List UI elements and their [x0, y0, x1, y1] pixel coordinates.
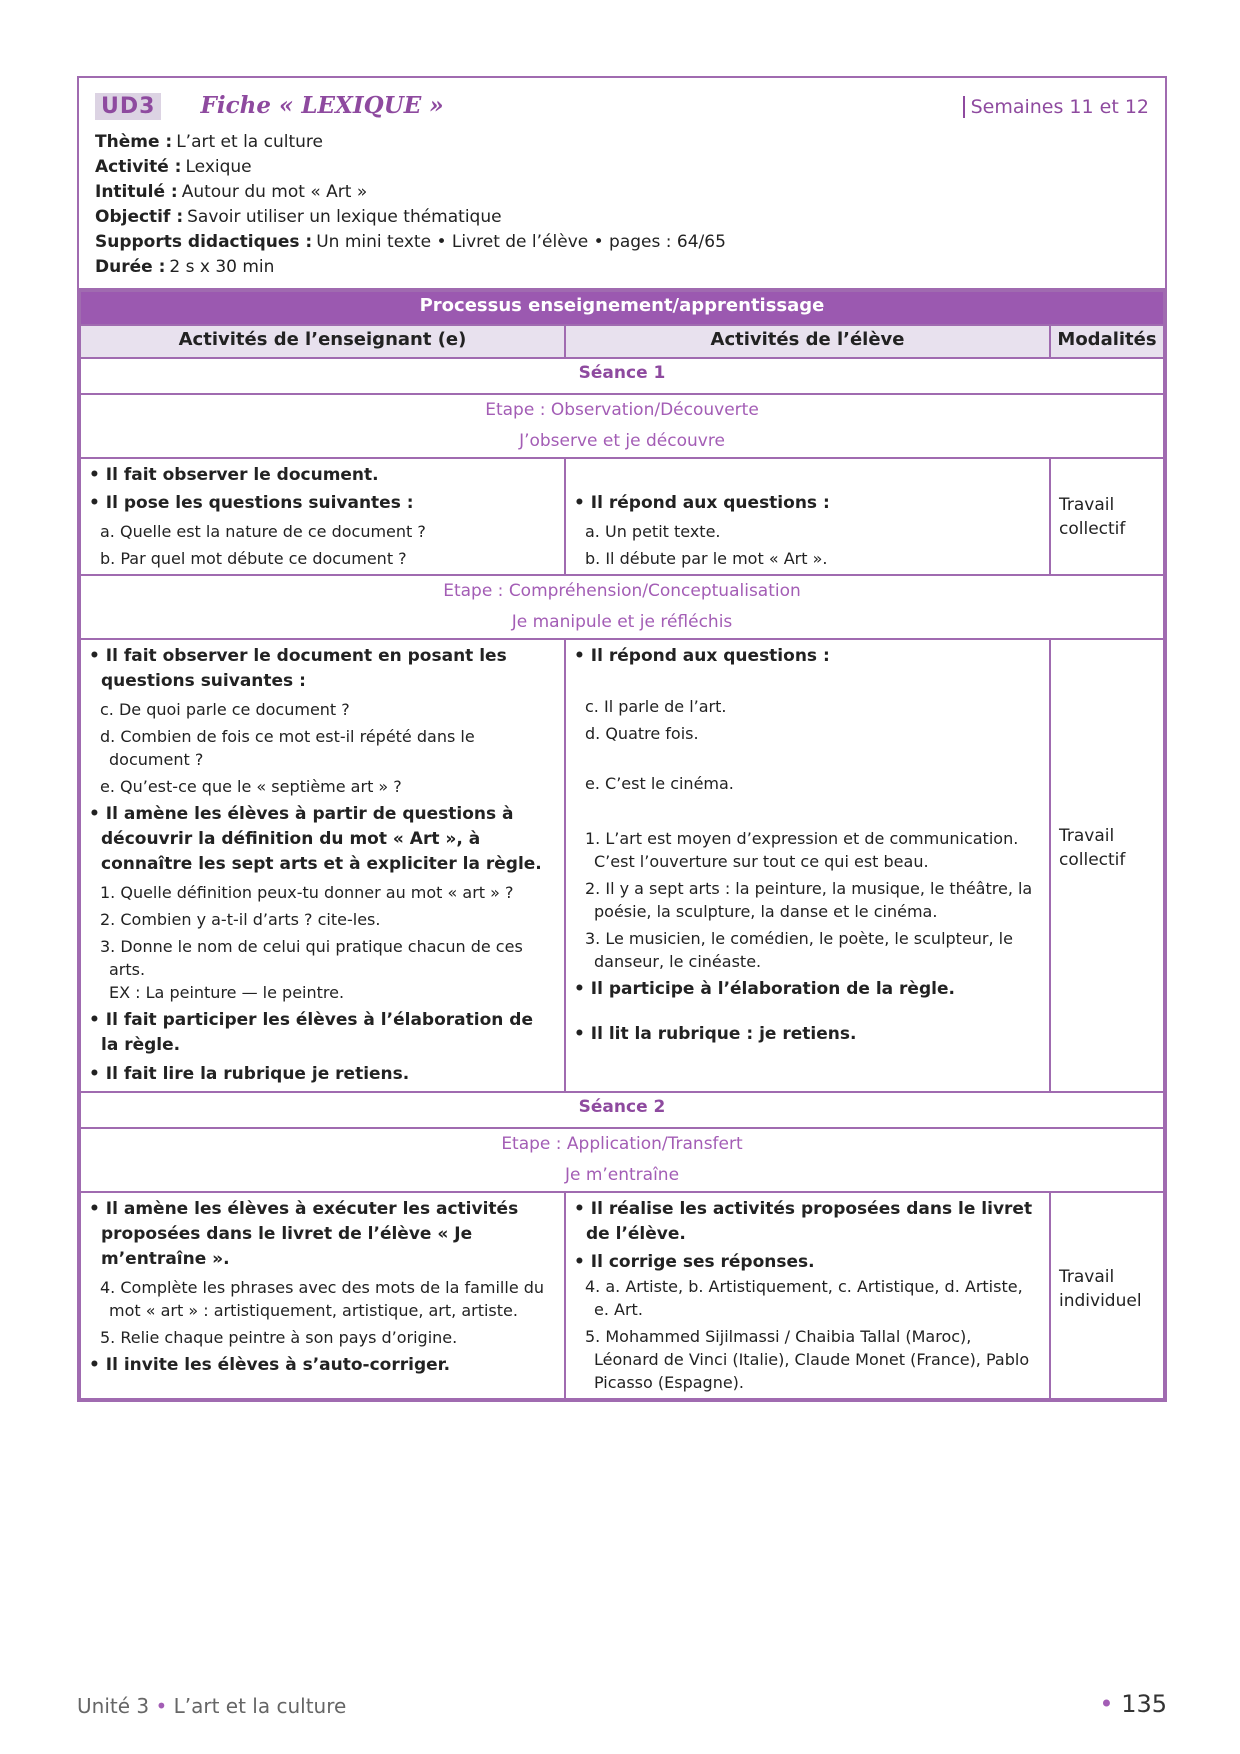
teacher-cell-2: • Il fait observer le document en posant les questions suivantes : c. De quoi parle ce document ? d. Combien de fois ce mot est-il répété dans le document ? e. Qu’est-ce que le « septième art » ? • Il amène les élèves à partir de questions à découvrir la définition du mot « Art », à connaître les sept arts et à expliciter la règle. 1. Quelle définition peux-tu donner au mot « art » ? 2. Combien y a-t-il d’arts ? cite-les. 3. Donne le nom de celui qui pratique chacun de ces arts. EX : La peinture — le peintre. • Il fait participer les élèves à l’élaboration de la règle. • Il fait lire la rubrique je retiens. [80, 639, 565, 1092]
seance-1-title: Séance 1 [80, 358, 1164, 394]
page-number: • 135 [1099, 1690, 1167, 1718]
table-row [80, 458, 1164, 575]
lesson-sheet [77, 76, 1167, 1402]
etape-2-line1: Etape : Compréhension/Conceptualisation [443, 581, 801, 601]
weeks-label: Semaines 11 et 12 [963, 96, 1149, 118]
meta-activite: Activité : Lexique [95, 157, 252, 177]
table-row [80, 639, 1164, 1092]
student-cell-2: • Il répond aux questions : c. Il parle de l’art. d. Quatre fois. e. C’est le cinéma. 1. L’art est moyen d’expression et de communication. C’est l’ouverture sur tout ce qui est beau. 2. Il y a sept arts : la peinture, la musique, le théâtre, la poésie, la sculpture, la danse et le cinéma. 3. Le musicien, le comédien, le poète, le sculpteur, le danseur, le cinéaste. • Il participe à l’élaboration de la règle. • Il lit la rubrique : je retiens. [565, 639, 1050, 1092]
process-table [79, 290, 1165, 1400]
footer-theme: L’art et la culture [173, 1694, 347, 1718]
etape-3-line1: Etape : Application/Transfert [501, 1134, 743, 1154]
meta-list [95, 130, 1149, 280]
footer-unit: Unité 3 [77, 1694, 150, 1718]
etape-3 [80, 1128, 1164, 1192]
process-title: Processus enseignement/apprentissage [80, 291, 1164, 325]
student-cell-3: • Il réalise les activités proposées dans le livret de l’élève. • Il corrige ses réponses. 4. a. Artiste, b. Artistiquement, c. Artistique, d. Artiste, e. Art. 5. Mohammed Sijilmassi / Chaibia Tallal (Maroc), Léonard de Vinci (Italie), Claude Monet (France), Pablo Picasso (Espagne). [565, 1192, 1050, 1399]
teacher-cell-1: • Il fait observer le document. • Il pose les questions suivantes : a. Quelle est la nature de ce document ? b. Par quel mot débute ce document ? [80, 458, 565, 575]
etape-1-line1: Etape : Observation/Découverte [485, 400, 759, 420]
col-header-teacher: Activités de l’enseignant (e) [80, 325, 565, 358]
meta-duree: Durée : 2 s x 30 min [95, 257, 275, 277]
modalite-cell-3: Travail individuel [1050, 1192, 1164, 1399]
col-header-modalites: Modalités [1050, 325, 1164, 358]
etape-3-line2: Je m’entraîne [564, 1165, 680, 1185]
etape-1 [80, 394, 1164, 458]
teacher-cell-3: • Il amène les élèves à exécuter les activités proposées dans le livret de l’élève « Je m’entraîne ». 4. Complète les phrases avec des mots de la famille du mot « art » : artistiquement, artistique, art, artiste. 5. Relie chaque peintre à son pays d’origine. • Il invite les élèves à s’auto-corriger. [80, 1192, 565, 1399]
etape-2 [80, 575, 1164, 639]
table-row [80, 1192, 1164, 1399]
seance-2-title: Séance 2 [80, 1092, 1164, 1128]
meta-supports: Supports didactiques : Un mini texte • Livret de l’élève • pages : 64/65 [95, 232, 726, 252]
modalite-cell-1: Travail collectif [1050, 458, 1164, 575]
page-footer [77, 1690, 1167, 1718]
sheet-header [79, 78, 1165, 290]
col-header-student: Activités de l’élève [565, 325, 1050, 358]
etape-1-line2: J’observe et je découvre [519, 431, 725, 451]
modalite-cell-2: Travail collectif [1050, 639, 1164, 1092]
unit-badge: UD3 [95, 93, 161, 120]
student-cell-1: • Il répond aux questions : a. Un petit texte. b. Il débute par le mot « Art ». [565, 458, 1050, 575]
sheet-title: Fiche « LEXIQUE » [200, 92, 444, 119]
meta-theme: Thème : L’art et la culture [95, 132, 323, 152]
footer-bullet: • [155, 1694, 168, 1718]
meta-intitule: Intitulé : Autour du mot « Art » [95, 182, 368, 202]
etape-2-line2: Je manipule et je réfléchis [511, 612, 733, 632]
meta-objectif: Objectif : Savoir utiliser un lexique thématique [95, 207, 502, 227]
